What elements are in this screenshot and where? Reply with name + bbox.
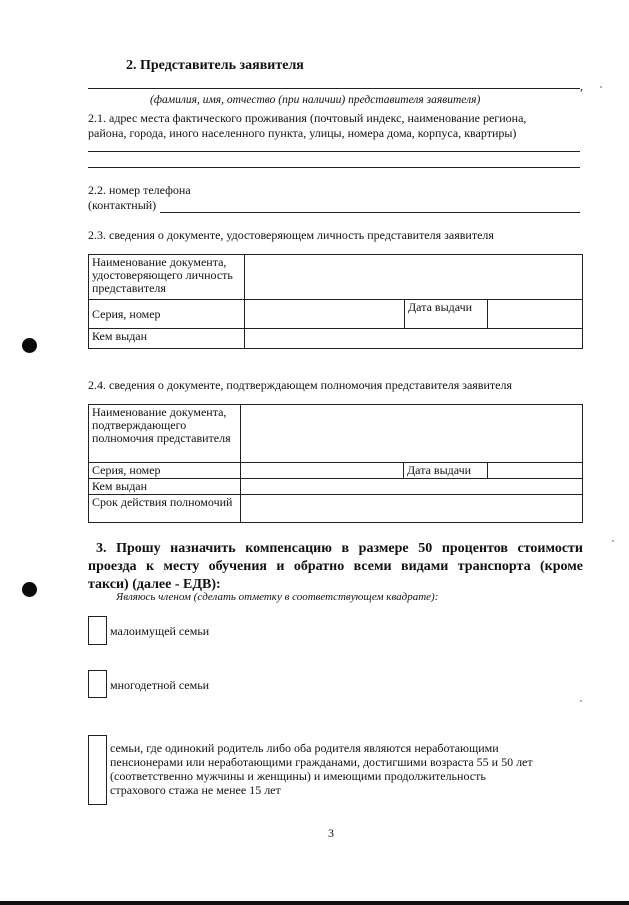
address-line-2[interactable] bbox=[88, 167, 580, 168]
scan-speck bbox=[612, 540, 614, 542]
single-or-pensioner-parents-label bbox=[110, 741, 533, 797]
power-doc-name-field[interactable] bbox=[241, 405, 583, 463]
membership-instruction: Являюсь членом (сделать отметку в соответствующем квадрате): bbox=[116, 591, 439, 603]
address-line-1[interactable] bbox=[88, 151, 580, 152]
power-doc-label: 2.4. сведения о документе, подтверждающем полномочия представителя заявителя bbox=[88, 378, 512, 392]
id-issued-by-field[interactable] bbox=[245, 329, 583, 349]
section-3-title-line-2: проезда к месту обучения и обратно всеми видами транспорта (кроме bbox=[88, 559, 583, 574]
phone-label-line-1: 2.2. номер телефона bbox=[88, 183, 191, 197]
id-issue-date-field[interactable] bbox=[488, 300, 583, 329]
id-doc-label: 2.3. сведения о документе, удостоверяющем личность представителя заявителя bbox=[88, 228, 494, 242]
single-or-pensioner-parents-checkbox[interactable] bbox=[88, 735, 107, 805]
power-doc-table bbox=[88, 404, 583, 523]
id-doc-table bbox=[88, 254, 583, 349]
punch-hole-bottom bbox=[22, 582, 37, 597]
large-family-checkbox[interactable] bbox=[88, 670, 107, 698]
low-income-family-label: малоимущей семьи bbox=[110, 624, 210, 638]
section-3-title-line-3: такси) (далее - ЕДВ): bbox=[88, 577, 221, 592]
section-3-title-line-1: 3. Прошу назначить компенсацию в размере 50 процентов стоимости bbox=[96, 541, 583, 556]
power-validity-field[interactable] bbox=[241, 495, 583, 523]
trailing-comma: , bbox=[580, 79, 583, 93]
option-3-line-3: (соответственно мужчины и женщины) и имеющими продолжительность bbox=[110, 769, 486, 783]
option-3-line-4: страхового стажа не менее 15 лет bbox=[110, 783, 281, 797]
power-validity-label: Срок действия полномочий bbox=[89, 495, 241, 523]
punch-hole-top bbox=[22, 338, 37, 353]
option-3-line-2: пенсионерами или неработающими гражданами, достигшими возраста 55 и 50 лет bbox=[110, 755, 533, 769]
address-label-line-2: района, города, иного населенного пункта, улицы, номера дома, корпуса, квартиры) bbox=[88, 126, 517, 140]
page-number: 3 bbox=[328, 826, 334, 840]
power-issued-by-field[interactable] bbox=[241, 479, 583, 495]
id-issue-date-label: Дата выдачи bbox=[405, 300, 488, 329]
section-2-title: 2. Представитель заявителя bbox=[126, 58, 304, 73]
power-issued-by-label: Кем выдан bbox=[89, 479, 241, 495]
power-issue-date-field[interactable] bbox=[488, 463, 583, 479]
id-series-label: Серия, номер bbox=[89, 300, 245, 329]
power-issue-date-label: Дата выдачи bbox=[404, 463, 488, 479]
option-3-line-1: семьи, где одинокий родитель либо оба родителя являются неработающими bbox=[110, 741, 499, 755]
phone-input-line[interactable] bbox=[160, 212, 580, 213]
scan-bottom-edge bbox=[0, 901, 629, 905]
power-series-label: Серия, номер bbox=[89, 463, 241, 479]
id-doc-name-label: Наименование документа, удостоверяющего личность представителя bbox=[89, 255, 245, 300]
id-doc-name-field[interactable] bbox=[245, 255, 583, 300]
scan-speck bbox=[600, 86, 602, 88]
scan-speck bbox=[580, 700, 582, 702]
power-doc-name-label: Наименование документа, подтверждающего полномочия представителя bbox=[89, 405, 241, 463]
fio-hint: (фамилия, имя, отчество (при наличии) представителя заявителя) bbox=[150, 94, 481, 106]
representative-name-line[interactable] bbox=[88, 88, 580, 89]
low-income-family-checkbox[interactable] bbox=[88, 616, 107, 645]
power-series-field[interactable] bbox=[241, 463, 404, 479]
address-label-line-1: 2.1. адрес места фактического проживания (почтовый индекс, наименование региона, bbox=[88, 111, 527, 125]
section-3-title bbox=[88, 540, 583, 594]
large-family-label: многодетной семьи bbox=[110, 678, 210, 692]
id-issued-by-label: Кем выдан bbox=[89, 329, 245, 349]
id-series-field[interactable] bbox=[245, 300, 405, 329]
phone-label-line-2: (контактный) bbox=[88, 198, 157, 212]
